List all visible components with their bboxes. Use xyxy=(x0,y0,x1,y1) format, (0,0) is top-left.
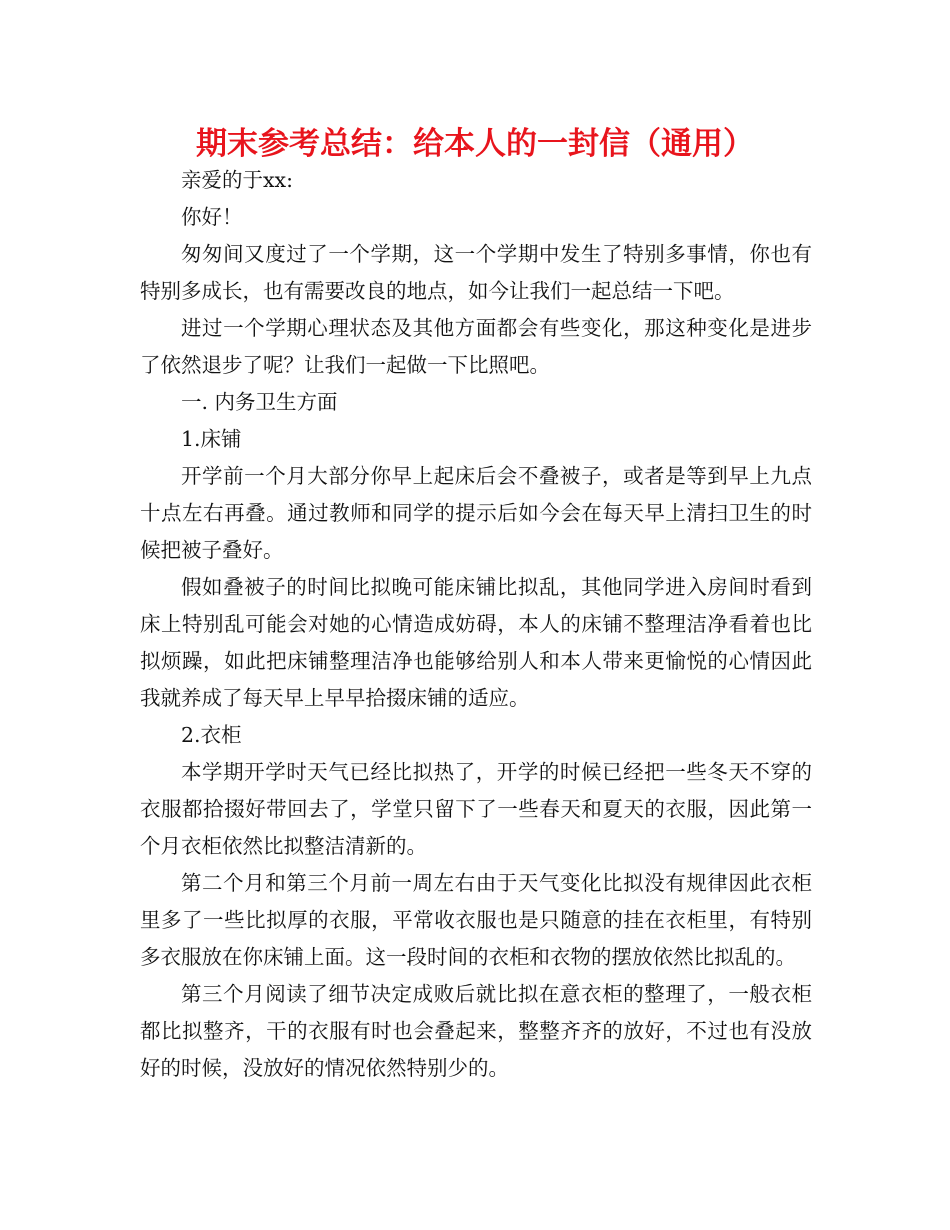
subsection-heading-wardrobe: 2.衣柜 xyxy=(181,723,242,747)
greeting: 你好！ xyxy=(181,205,243,229)
paragraph-bed-2: 假如叠被子的时间比拟晚可能床铺比拟乱，其他同学进入房间时看到床上特别乱可能会对她的心情造成妨碍，本人的床铺不整理洁净看着也比拟烦躁，如此把床铺整理洁净也能够给别人和本人带来更愉悦的心情因此我就养成了每天早上早早拾掇床铺的适应。 xyxy=(140,575,812,710)
paragraph-wardrobe-2: 第二个月和第三个月前一周左右由于天气变化比拟没有规律因此衣柜里多了一些比拟厚的衣服，平常收衣服也是只随意的挂在衣柜里，有特别多衣服放在你床铺上面。这一段时间的衣柜和衣物的摆放依然比拟乱的。 xyxy=(140,871,812,969)
subsection-heading-bed: 1.床铺 xyxy=(181,427,242,451)
document-title: 期末参考总结：给本人的一封信（通用） xyxy=(196,126,754,162)
paragraph-comparison: 进过一个学期心理状态及其他方面都会有些变化，那这种变化是进步了依然退步了呢？让我们一起做一下比照吧。 xyxy=(140,316,812,377)
paragraph-bed-1: 开学前一个月大部分你早上起床后会不叠被子，或者是等到早上九点十点左右再叠。通过教师和同学的提示后如今会在每天早上清扫卫生的时候把被子叠好。 xyxy=(140,464,812,562)
section-heading-housekeeping: 一. 内务卫生方面 xyxy=(181,390,338,414)
paragraph-wardrobe-1: 本学期开学时天气已经比拟热了，开学的时候已经把一些冬天不穿的衣服都拾掇好带回去了，学堂只留下了一些春天和夏天的衣服，因此第一个月衣柜依然比拟整洁清新的。 xyxy=(140,760,812,858)
paragraph-intro: 匆匆间又度过了一个学期，这一个学期中发生了特别多事情，你也有特别多成长，也有需要改良的地点，如今让我们一起总结一下吧。 xyxy=(140,242,812,303)
document-body xyxy=(140,162,812,1087)
salutation: 亲爱的于xx: xyxy=(181,168,294,192)
paragraph-wardrobe-3: 第三个月阅读了细节决定成败后就比拟在意衣柜的整理了，一般衣柜都比拟整齐，干的衣服有时也会叠起来，整整齐齐的放好，不过也有没放好的时候，没放好的情况依然特别少的。 xyxy=(140,982,812,1080)
